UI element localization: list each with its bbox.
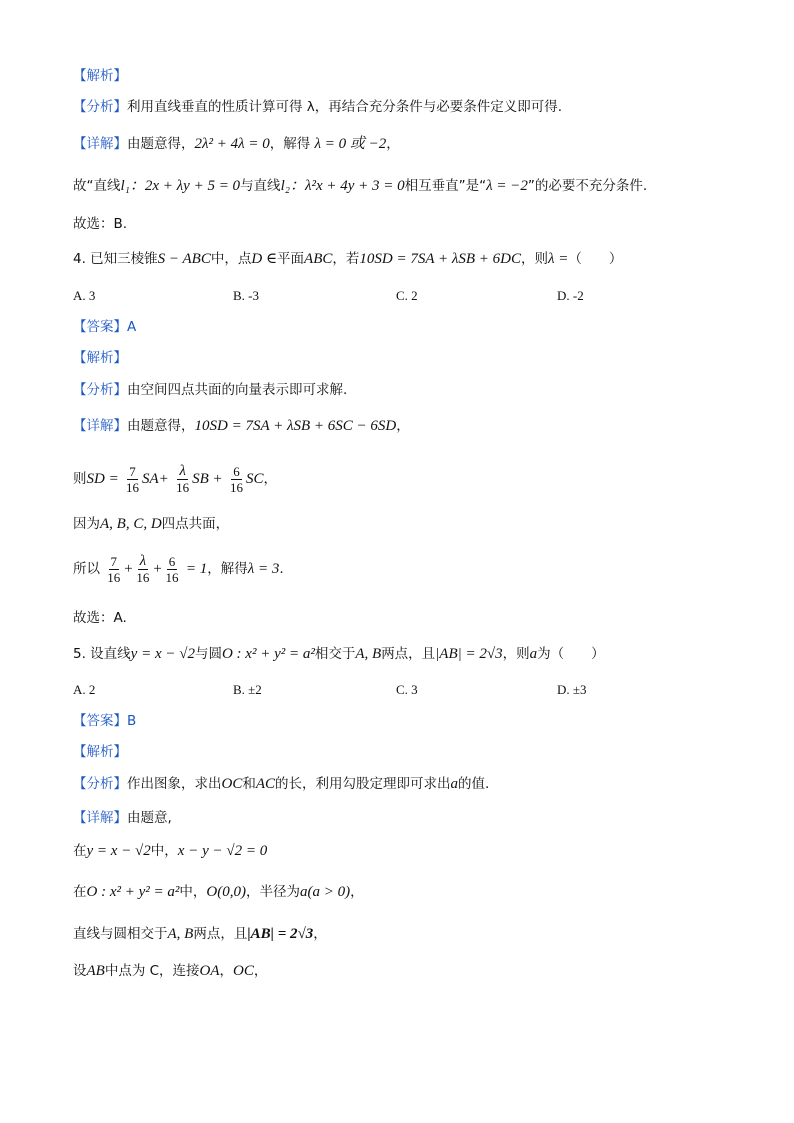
yinwei-text-b: 四点共面， (161, 516, 230, 532)
she-text-b: 中点为 C，连接 (104, 963, 200, 979)
q5-stem-b: 与圆 (194, 646, 222, 662)
ze-end: ， (263, 471, 277, 487)
q4-stem-e: ，若 (332, 251, 360, 267)
four-points: A, B, C, D (100, 516, 162, 532)
xiangjie-text: 由题意得， (127, 136, 195, 152)
guxuan-text: 故选：A. (73, 610, 127, 626)
fraction-num: 6 (168, 554, 176, 569)
xiangjie-text: 由题意得， (127, 418, 195, 434)
q5-fenxi-line (73, 774, 489, 794)
zai-text: 在 (73, 843, 87, 859)
intersect-text-b: 两点，且 (193, 926, 248, 942)
xiangjie-equation: 2λ² + 4λ = 0 (194, 136, 270, 152)
daan-tag: 【答案】B (73, 713, 137, 729)
xiangjie-solution: λ = 0 或 −2 (314, 136, 387, 152)
q5-intersect-line (73, 924, 327, 944)
fenxi-tag: 【分析】 (73, 776, 127, 792)
fraction-lambda-16 (134, 554, 151, 585)
vector-sa: SA+ (142, 471, 169, 487)
xiangjie-end: ， (396, 418, 410, 434)
q4-stem-f: ，则 (520, 251, 548, 267)
fraction-num: 6 (233, 464, 240, 479)
q4-suoyi-line: 所以 $\frac{7}{16}$ + $\frac{\lambda}{16}$ + $\frac{6}{16}$ = 1，解得λ = 3. (73, 553, 284, 585)
daan-tag: 【答案】A (73, 319, 137, 335)
points-ab: A, B (167, 926, 194, 942)
fenxi-text-d: 的值. (458, 776, 490, 792)
xiangjie-text-b: ，解得 (269, 136, 315, 152)
fenxi-tag: 【分析】 (73, 382, 127, 398)
q4-vector-equation: 10SD = 7SA + λSB + 6DC (359, 251, 521, 267)
suoyi-text-b: ，解得 (207, 561, 248, 577)
she-end: ， (253, 963, 268, 979)
q5-points: A, B (355, 646, 382, 662)
fenxi-text-a: 作出图象，求出 (127, 776, 222, 792)
fraction-den: 16 (136, 570, 150, 585)
jiexi-tag: 【解析】 (73, 68, 127, 84)
q5-line-equation: y = x − √2 (130, 646, 195, 662)
q4-yinwei-line (73, 514, 229, 534)
q5-stem (73, 644, 605, 664)
conclusion-text-a: 故“直线 (73, 178, 121, 194)
q3-fenxi-line (73, 97, 562, 117)
she-text-c: ， (219, 963, 234, 979)
lambda-value: λ = −2 (486, 178, 528, 194)
q5-zai1-line (73, 841, 267, 861)
fraction-den: 16 (165, 570, 179, 585)
fraction-num: 7 (110, 554, 118, 569)
q4-option-b: B. -3 (233, 288, 259, 303)
q3-jiexi-heading (73, 66, 127, 86)
fraction-num: λ (139, 553, 147, 569)
q4-ze-line (73, 462, 277, 496)
segment-oc: OC (221, 776, 243, 792)
q4-stem-c: 平面 (277, 251, 305, 267)
fraction-7-16 (124, 464, 141, 495)
suoyi-end: . (279, 561, 284, 577)
q4-option-c: C. 2 (396, 288, 418, 303)
q5-circle-equation: O : x² + y² = a² (221, 646, 315, 662)
q5-stem-e: ，则 (502, 646, 530, 662)
q5-option-a: A. 2 (73, 682, 96, 697)
q4-xiangjie-line (73, 416, 410, 436)
vector-sc: SC (245, 471, 264, 487)
q5-option-d: D. ±3 (557, 682, 587, 697)
line-equation: y = x − √2 (86, 843, 151, 859)
q5-xiangjie-line (73, 808, 172, 828)
intersect-end: ， (313, 926, 327, 942)
variable-a: a (450, 776, 459, 792)
q3-conclusion-line (73, 176, 647, 196)
fraction-num: 7 (129, 464, 136, 479)
q5-chord-length: |AB| = 2√3 (435, 646, 503, 662)
q4-answer-choice (73, 608, 127, 628)
fraction-den: 16 (107, 570, 121, 585)
q5-answer (73, 711, 136, 731)
q3-xiangjie-line (73, 134, 400, 154)
segment-ab: AB (86, 963, 105, 979)
fraction-6-16 (228, 464, 245, 495)
q5-stem-d: 两点，且 (381, 646, 436, 662)
she-text-a: 设 (73, 963, 87, 979)
q4-option-d: D. -2 (557, 288, 584, 303)
intersect-text-a: 直线与圆相交于 (73, 926, 168, 942)
yinwei-text-a: 因为 (73, 516, 100, 532)
fraction-7-16 (105, 554, 122, 585)
q3-answer-choice (73, 214, 127, 234)
xiangjie-tag: 【详解】 (73, 810, 127, 826)
xiangjie-vector-equation: 10SD = 7SA + λSB + 6SC − 6SD (194, 418, 397, 434)
zai-text-b: 中， (150, 843, 178, 859)
zai-text-b: 中， (179, 884, 207, 900)
jiexi-tag: 【解析】 (73, 744, 127, 760)
q5-blank: 为（ ） (537, 646, 605, 662)
q5-option-c: C. 3 (396, 682, 418, 697)
fenxi-text-c: 的长，利用勾股定理即可求出 (275, 776, 451, 792)
fraction-den: 16 (126, 480, 140, 495)
zai-text: 在 (73, 884, 87, 900)
q4-jiexi-heading (73, 348, 127, 368)
q4-stem-b: 中，点 (210, 251, 252, 267)
fraction-num: λ (179, 463, 186, 479)
lambda-answer: λ = 3 (247, 561, 280, 577)
segment-oa: OA (199, 963, 220, 979)
circle-equation: O : x² + y² = a² (86, 884, 180, 900)
line-l1-equation: l₁：2x + λy + 5 = 0 (120, 178, 241, 194)
q4-fenxi-line (73, 380, 347, 400)
segment-oc: OC (233, 963, 254, 979)
q4-lambda: λ = (547, 251, 569, 267)
q4-stem-a: 4. 已知三棱锥 (73, 251, 158, 267)
fraction-den: 16 (176, 480, 190, 495)
suoyi-text: 所以 (73, 561, 100, 577)
radius-a: a(a > 0) (299, 884, 351, 900)
q5-midpoint-line (73, 961, 267, 981)
xiangjie-text: 由题意, (127, 810, 172, 826)
xiangjie-end: ， (386, 136, 400, 152)
general-form-equation: x − y − √2 = 0 (177, 843, 268, 859)
q4-blank: （ ） (568, 251, 623, 267)
zai2-end: ， (350, 884, 364, 900)
q4-point-d: D ∈ (251, 251, 278, 267)
conclusion-text-b: 与直线 (240, 178, 281, 194)
jiexi-tag: 【解析】 (73, 350, 127, 366)
fenxi-text-b: 和 (242, 776, 256, 792)
fraction-den: 16 (229, 480, 243, 495)
line-l2-equation: l₂：λ²x + 4y + 3 = 0 (280, 178, 405, 194)
q4-plane: ABC (304, 251, 333, 267)
q5-stem-a: 5. 设直线 (73, 646, 131, 662)
radius-text: ，半径为 (245, 884, 300, 900)
q5-option-b: B. ±2 (233, 682, 262, 697)
center-o: O(0,0) (206, 884, 246, 900)
sum-equals-one: = 1 (185, 561, 208, 577)
q4-answer (73, 317, 136, 337)
fenxi-text: 由空间四点共面的向量表示即可求解. (127, 382, 348, 398)
chord-length: |AB| = 2√3 (247, 926, 314, 942)
conclusion-text-c: 相互垂直”是“ (404, 178, 487, 194)
vector-sd: SD = (86, 471, 119, 487)
q5-stem-c: 相交于 (314, 646, 356, 662)
q5-jiexi-heading (73, 742, 127, 762)
q5-variable-a: a (529, 646, 538, 662)
segment-ac: AC (255, 776, 276, 792)
q4-pyramid: S − ABC (157, 251, 211, 267)
fraction-6-16 (164, 554, 181, 585)
fenxi-text: 利用直线垂直的性质计算可得 λ，再结合充分条件与必要条件定义即可得. (127, 99, 563, 115)
ze-text: 则 (73, 471, 87, 487)
vector-sb: SB + (192, 471, 223, 487)
fraction-lambda-16 (174, 464, 191, 495)
q4-stem (73, 249, 622, 269)
xiangjie-tag: 【详解】 (73, 418, 127, 434)
q4-option-a: A. 3 (73, 288, 96, 303)
conclusion-text-d: ”的必要不充分条件. (527, 178, 648, 194)
q5-zai2-line (73, 882, 364, 902)
guxuan-text: 故选：B. (73, 216, 128, 232)
fenxi-tag: 【分析】 (73, 99, 127, 115)
xiangjie-tag: 【详解】 (73, 136, 127, 152)
